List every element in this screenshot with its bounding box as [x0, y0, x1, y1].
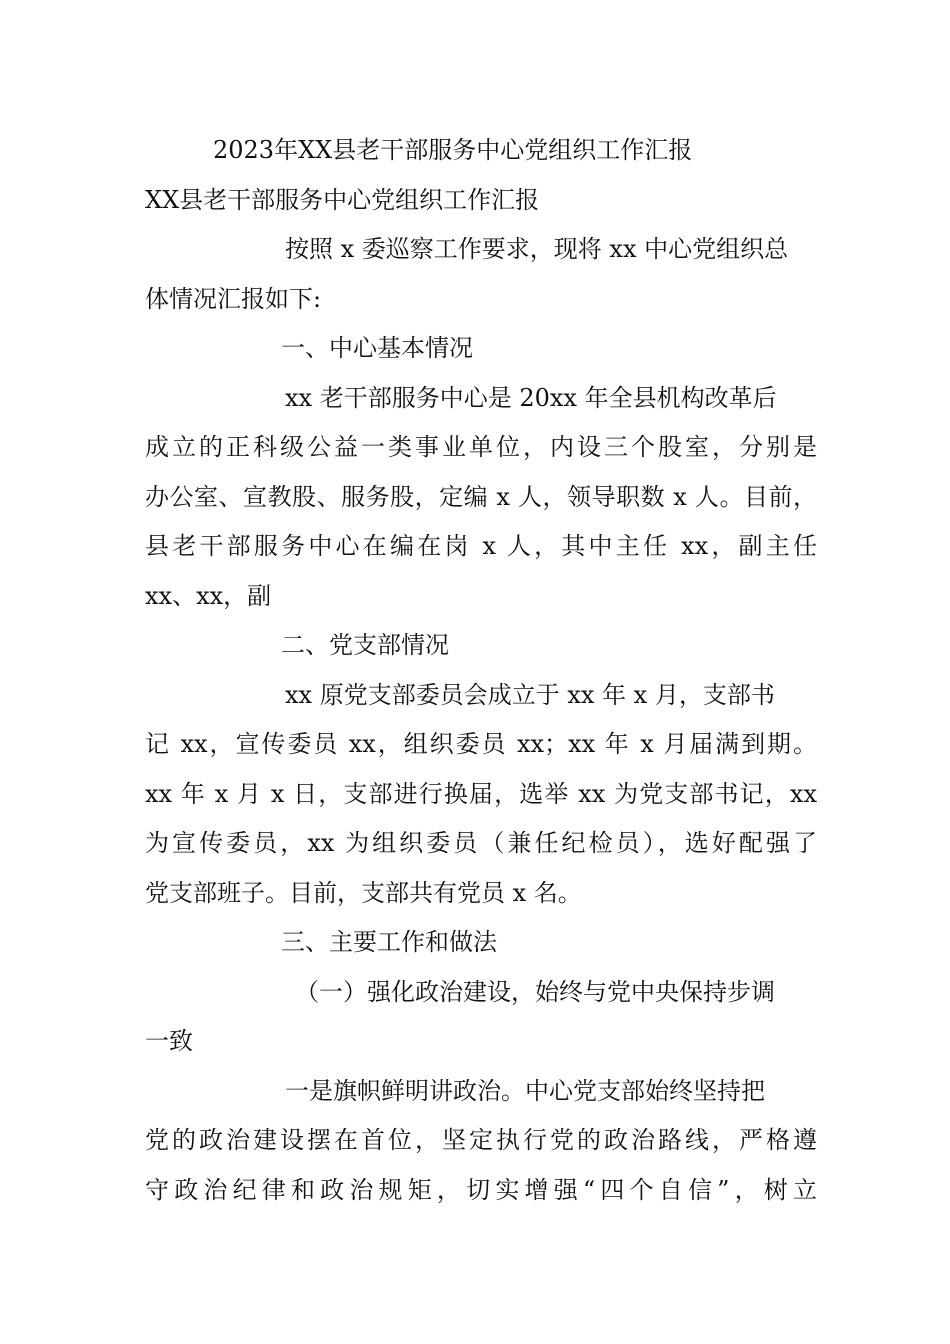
intro-line: 体情况汇报如下: — [145, 284, 322, 313]
paragraph-line: 记 xx，宣传委员 xx，组织委员 xx；xx 年 x 月届满到期。 — [145, 730, 817, 758]
paragraph-line: 党支部班子。目前，支部共有党员 x 名。 — [145, 878, 582, 907]
paragraph-line: 党的政治建设摆在首位，坚定执行党的政治路线，严格遵 — [145, 1126, 817, 1154]
paragraph-line: xx 老干部服务中心是 20xx 年全县机构改革后 — [285, 383, 777, 412]
paragraph-line: 为宣传委员，xx 为组织委员（兼任纪检员），选好配强了 — [145, 829, 817, 857]
document-title: 2023年XX县老干部服务中心党组织工作汇报 — [213, 136, 693, 164]
paragraph-line: xx 原党支部委员会成立于 xx 年 x 月，支部书 — [285, 680, 775, 709]
paragraph-line: xx、xx，副 — [145, 581, 272, 610]
document-page — [145, 126, 825, 1215]
paragraph-line: 一是旗帜鲜明讲政治。中心党支部始终坚持把 — [285, 1076, 765, 1105]
paragraph-line: 县老干部服务中心在编在岗 x 人，其中主任 xx，副主任 — [145, 532, 817, 560]
section-heading: 三、主要工作和做法 — [281, 928, 497, 956]
paragraph-line: 守政治纪律和政治规矩，切实增强“四个自信”，树立 — [145, 1175, 817, 1204]
document-subtitle: XX县老干部服务中心党组织工作汇报 — [145, 185, 540, 214]
intro-line: 按照 x 委巡察工作要求，现将 xx 中心党组织总 — [285, 235, 789, 263]
paragraph-line: 办公室、宣教股、服务股，定编 x 人，领导职数 x 人。目前， — [145, 482, 817, 511]
subsection-heading: （一）强化政治建设，始终与党中央保持步调 — [295, 977, 775, 1006]
paragraph-line: xx 年 x 月 x 日，支部进行换届，选举 xx 为党支部书记，xx — [145, 779, 817, 808]
subsection-heading: 一致 — [145, 1027, 193, 1055]
section-heading: 二、党支部情况 — [281, 631, 449, 659]
section-heading: 一、中心基本情况 — [281, 334, 473, 362]
paragraph-line: 成立的正科级公益一类事业单位，内设三个股室，分别是 — [145, 433, 817, 461]
